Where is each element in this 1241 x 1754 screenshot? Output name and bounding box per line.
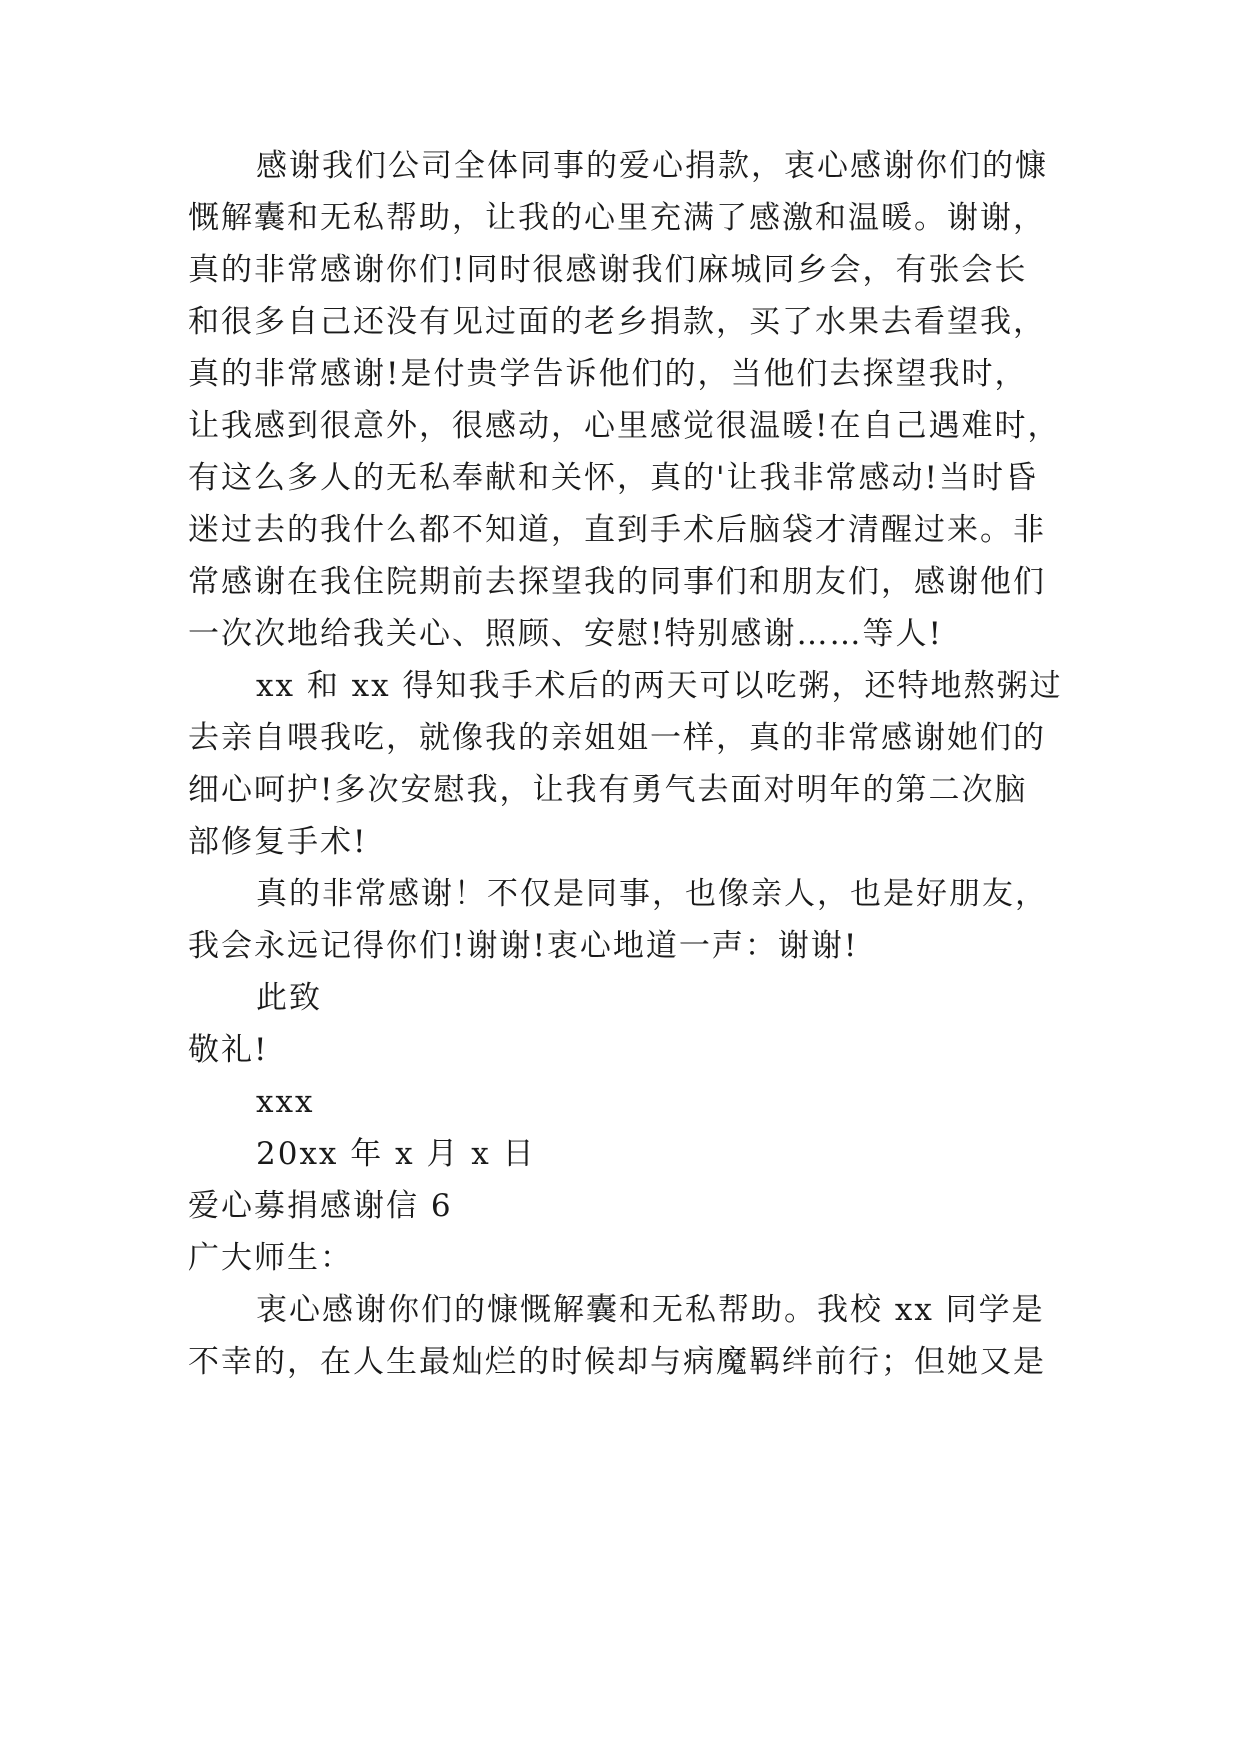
paragraph-1-line-3: 真的非常感谢你们!同时很感谢我们麻城同乡会，有张会长 [188, 252, 1028, 288]
paragraph-1-line-4: 和很多自己还没有见过面的老乡捐款，买了水果去看望我， [188, 304, 1046, 340]
paragraph-1-line-5: 真的非常感谢!是付贵学告诉他们的，当他们去探望我时， [188, 356, 1028, 392]
paragraph-1-line-8: 迷过去的我什么都不知道，直到手术后脑袋才清醒过来。非 [188, 512, 1046, 548]
paragraph-1-line-6: 让我感到很意外，很感动，心里感觉很温暖!在自己遇难时， [188, 408, 1061, 444]
signature-date: 20xx 年 x 月 x 日 [256, 1136, 536, 1172]
paragraph-1-line-1: 感谢我们公司全体同事的爱心捐款，衷心感谢你们的慷 [256, 148, 1048, 184]
paragraph-2-line-1: xx 和 xx 得知我手术后的两天可以吃粥，还特地熬粥过 [256, 668, 1063, 704]
salutation: 广大师生： [188, 1240, 353, 1276]
closing-cizhi: 此致 [256, 980, 322, 1016]
signature-name: xxx [256, 1084, 315, 1120]
paragraph-1-line-2: 慨解囊和无私帮助，让我的心里充满了感激和温暖。谢谢， [188, 200, 1046, 236]
paragraph-4-line-2: 不幸的，在人生最灿烂的时候却与病魔羁绊前行；但她又是 [188, 1344, 1046, 1380]
paragraph-2-line-3: 细心呵护!多次安慰我，让我有勇气去面对明年的第二次脑 [188, 772, 1028, 808]
paragraph-1-line-9: 常感谢在我住院期前去探望我的同事们和朋友们，感谢他们 [188, 564, 1046, 600]
paragraph-1-line-7: 有这么多人的无私奉献和关怀，真的'让我非常感动!当时昏 [188, 460, 1038, 496]
paragraph-1-line-10: 一次次地给我关心、照顾、安慰!特别感谢……等人! [188, 616, 943, 652]
closing-jingli: 敬礼! [188, 1032, 269, 1068]
paragraph-2-line-4: 部修复手术! [188, 824, 368, 860]
section-title: 爱心募捐感谢信 6 [188, 1188, 453, 1224]
paragraph-2-line-2: 去亲自喂我吃，就像我的亲姐姐一样，真的非常感谢她们的 [188, 720, 1046, 756]
paragraph-3-line-1: 真的非常感谢！不仅是同事，也像亲人，也是好朋友， [256, 876, 1048, 912]
paragraph-4-line-1: 衷心感谢你们的慷慨解囊和无私帮助。我校 xx 同学是 [256, 1292, 1045, 1328]
paragraph-3-line-2: 我会永远记得你们!谢谢!衷心地道一声：谢谢! [188, 928, 859, 964]
